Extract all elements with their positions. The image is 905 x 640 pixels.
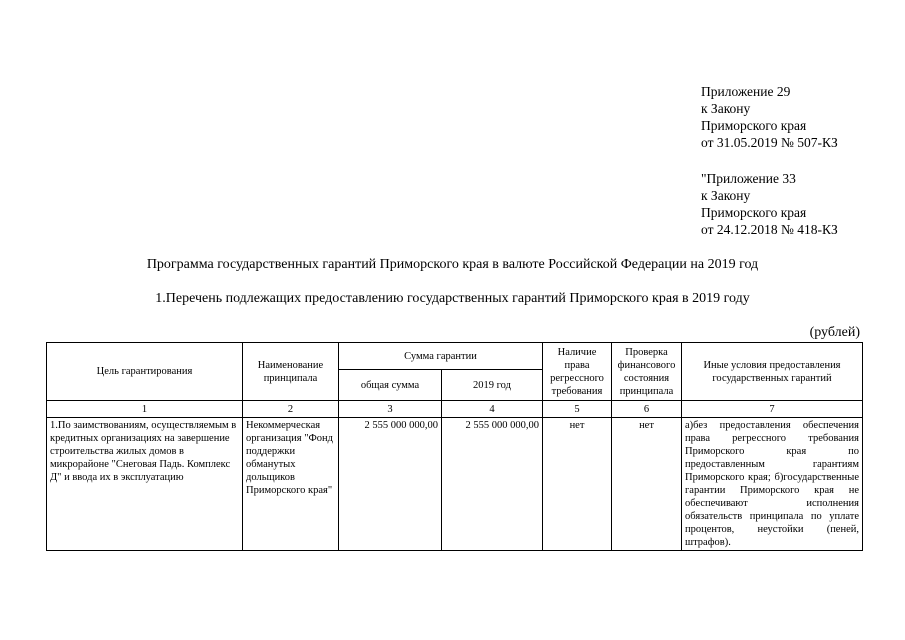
appendix-line: Приморского края [701,205,807,220]
header-amount-total: общая сумма [339,370,442,401]
table-row [47,418,863,551]
appendix-line: к Закону [701,101,751,116]
cell-financial-check: нет [612,418,682,551]
header-other-conditions: Иные условия предоставления государственных гарантий [682,343,863,401]
column-number: 7 [682,401,863,418]
column-number: 2 [243,401,339,418]
cell-amount-total: 2 555 000 000,00 [339,418,442,551]
column-number-row [47,401,863,418]
column-number: 4 [442,401,543,418]
header-principal: Наименование принципала [243,343,339,401]
cell-principal: Некоммерческая организация "Фонд поддержки обманутых дольщиков Приморского края" [243,418,339,551]
column-number: 6 [612,401,682,418]
appendix-line: "Приложение 33 [701,171,796,186]
appendix-line: к Закону [701,188,751,203]
appendix-current-reference [701,83,838,151]
cell-amount-year: 2 555 000 000,00 [442,418,543,551]
cell-purpose: 1.По заимствованиям, осуществляемым в кредитных организациях на завершение строительства жилых домов в микрорайоне "Снеговая Падь. Комплекс Д" и ввода их в эксплуатацию [47,418,243,551]
header-amount-year: 2019 год [442,370,543,401]
header-recourse: Наличие права регрессного требования [543,343,612,401]
header-financial-check: Проверка финансового состояния принципала [612,343,682,401]
table-header-row [47,343,863,370]
cell-other-conditions: а)без предоставления обеспечения права регрессного требования Приморского края по предоставленным гарантиям Приморского края; б)государственные гарантии Приморского края не обеспечивают исполнения обязательств принципала по уплате процентов, неустойки (пеней, штрафов). [682,418,863,551]
program-title: Программа государственных гарантий Приморского края в валюте Российской Федерации на 2019 год [146,257,759,272]
appendix-line: от 31.05.2019 № 507-КЗ [701,135,838,150]
appendix-line: от 24.12.2018 № 418-КЗ [701,222,838,237]
list-title: 1.Перечень подлежащих предоставлению государственных гарантий Приморского края в 2019 году [155,291,750,306]
appendix-amended-reference [701,170,838,238]
column-number: 5 [543,401,612,418]
appendix-line: Приложение 29 [701,84,791,99]
appendix-line: Приморского края [701,118,807,133]
guarantees-table [46,342,863,551]
column-number: 1 [47,401,243,418]
unit-label: (рублей) [809,325,860,340]
column-number: 3 [339,401,442,418]
header-purpose: Цель гарантирования [47,343,243,401]
header-amount-group: Сумма гарантии [339,343,543,370]
cell-recourse: нет [543,418,612,551]
